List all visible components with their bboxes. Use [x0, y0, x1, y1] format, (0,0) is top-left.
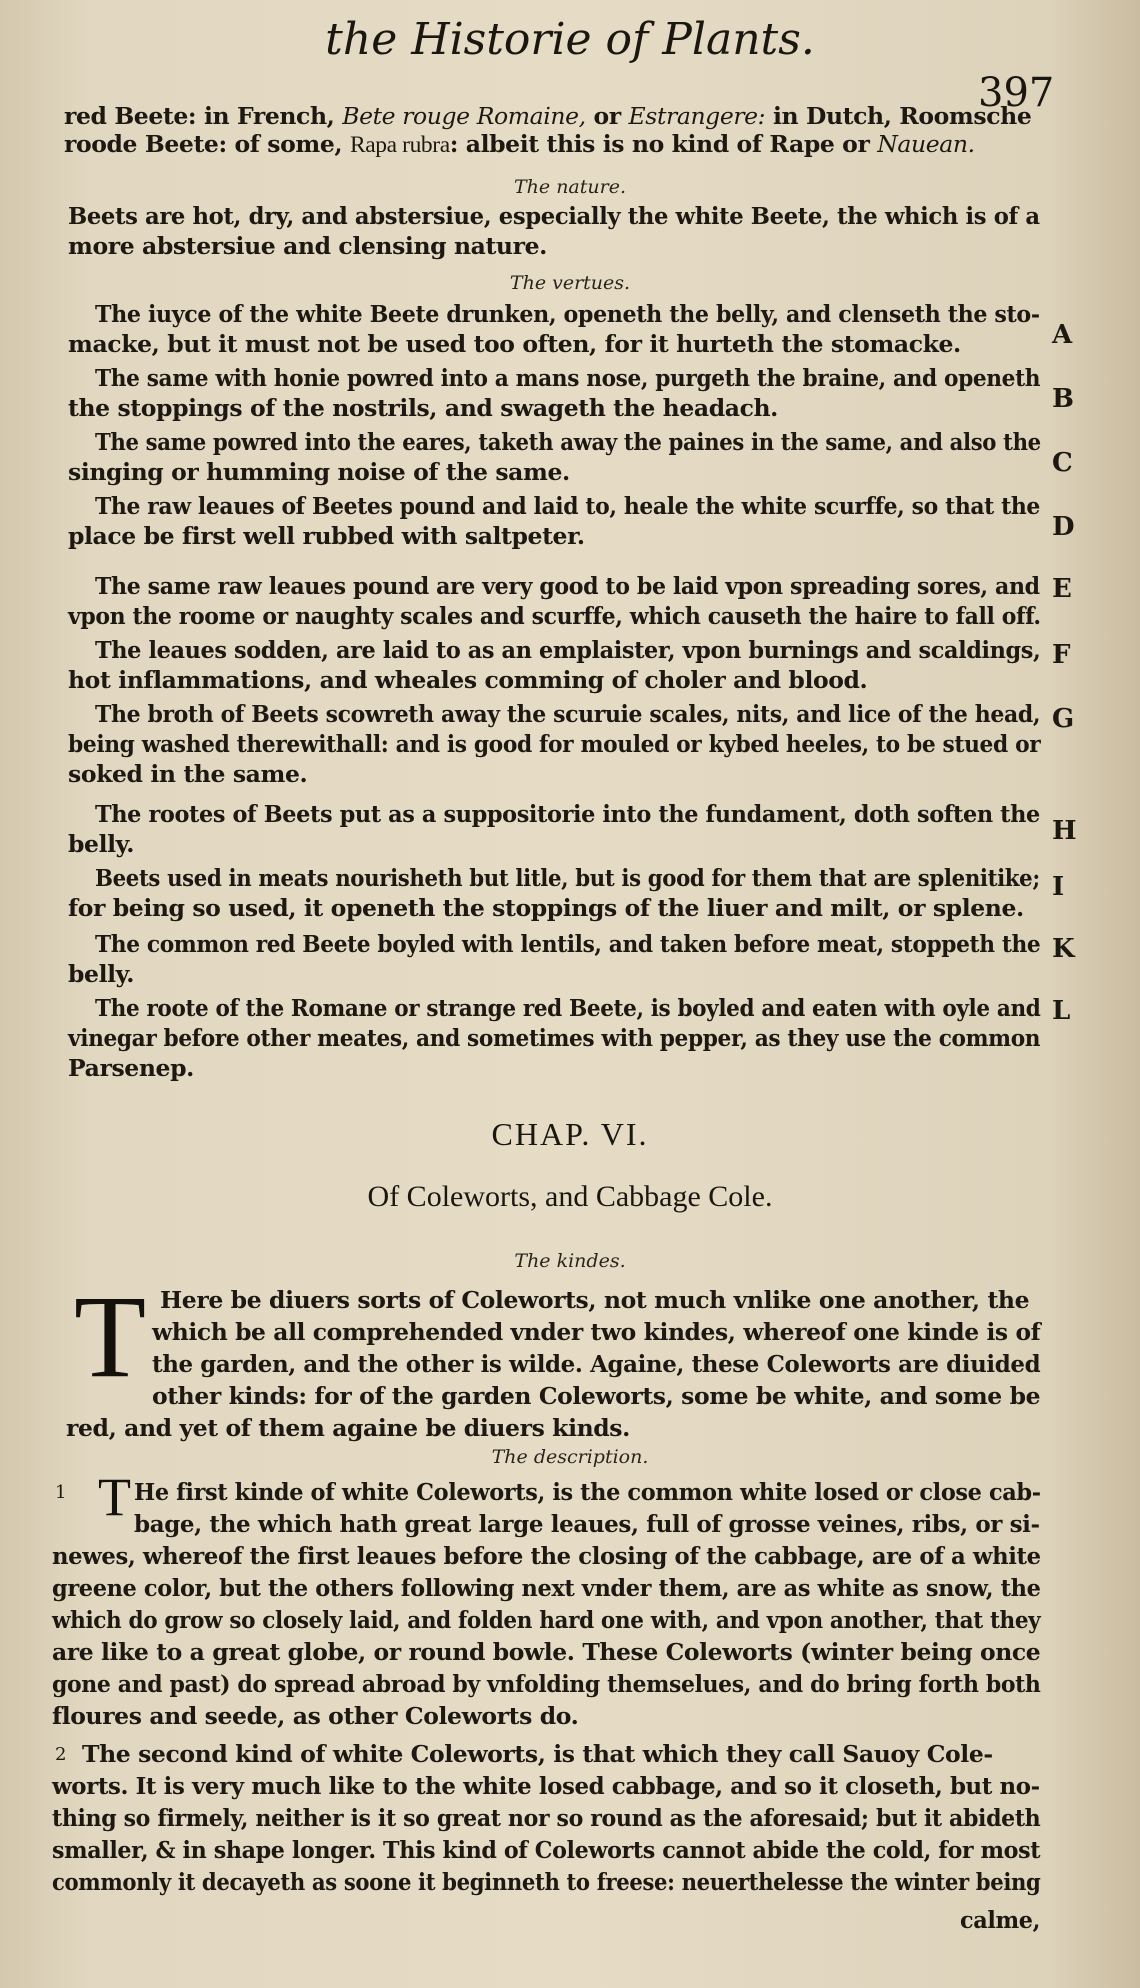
kindes-line-3: the garden, and the other is wilde. Againe, these Coleworts are diuided	[152, 1350, 1041, 1378]
vertue-line: The same powred into the eares, taketh away the paines in the same, and also the	[95, 428, 1041, 456]
margin-letter: F	[1052, 640, 1071, 670]
italic-span: Nauean.	[877, 130, 975, 158]
chapter-title: CHAP. VI.	[491, 1116, 649, 1152]
desc-line: are like to a great globe, or round bowle. These Coleworts (winter being once	[52, 1638, 1041, 1666]
vertue-line: place be first well rubbed with saltpeter.	[68, 522, 585, 550]
heading-vertues: The vertues.	[509, 272, 631, 294]
vertue-line: singing or humming noise of the same.	[68, 458, 570, 486]
kindes-line-1: Here be diuers sorts of Coleworts, not much vnlike one another, the	[160, 1286, 1030, 1314]
heading-kindes: The kindes.	[514, 1250, 626, 1272]
margin-letter: K	[1052, 934, 1075, 964]
italic-span: Estrangere:	[628, 102, 766, 130]
vertue-line: vpon the roome or naughty scales and scurffe, which causeth the haire to fall off.	[68, 602, 1041, 630]
desc-line: worts. It is very much like to the white losed cabbage, and so it closeth, but no-	[52, 1772, 1040, 1800]
margin-letter: L	[1052, 996, 1071, 1026]
text-span: : albeit this is no kind of Rape or	[449, 130, 878, 158]
kindes-line-4: other kinds: for of the garden Coleworts, some be white, and some be	[152, 1382, 1041, 1410]
nature-line-2: more abstersiue and clensing nature.	[68, 232, 547, 260]
desc-line: gone and past) do spread abroad by vnfolding themselues, and do bring forth both	[52, 1670, 1041, 1698]
vertue-line: Beets used in meats nourisheth but litle, but is good for them that are splenitike;	[95, 864, 1040, 892]
item-number: 2	[55, 1744, 67, 1765]
running-title: the Historie of Plants.	[325, 14, 815, 65]
desc-line: The second kind of white Coleworts, is that which they call Sauoy Cole-	[82, 1740, 993, 1768]
vertue-line: vinegar before other meates, and sometimes with pepper, as they use the common	[68, 1024, 1041, 1052]
vertue-line: Parsenep.	[68, 1054, 194, 1082]
desc-line: newes, whereof the first leaues before the closing of the cabbage, are of a white	[52, 1542, 1041, 1570]
vertue-line: being washed therewithall: and is good for mouled or kybed heeles, to be stued or	[68, 730, 1041, 758]
text-span: or	[585, 102, 629, 130]
kindes-line-2: which be all comprehended vnder two kindes, whereof one kinde is of	[152, 1318, 1041, 1346]
vertue-line: The leaues sodden, are laid to as an emplaister, vpon burnings and scaldings,	[95, 636, 1041, 664]
roman-span: Rapa rubra	[349, 132, 450, 158]
desc-line: commonly it decayeth as soone it beginneth to freese: neuerthelesse the winter being	[52, 1868, 1041, 1896]
heading-description: The description.	[491, 1446, 649, 1468]
vertue-line: the stoppings of the nostrils, and swageth the headach.	[68, 394, 778, 422]
vertue-line: for being so used, it openeth the stoppings of the liuer and milt, or splene.	[68, 894, 1024, 922]
vertue-line: The rootes of Beets put as a suppositorie into the fundament, doth soften the	[95, 800, 1040, 828]
small-cap: T	[98, 1467, 131, 1527]
text-span: red Beete: in French,	[64, 102, 343, 130]
desc-line: thing so firmely, neither is it so great nor so round as the aforesaid; but it abideth	[52, 1804, 1041, 1832]
vertue-line: The same raw leaues pound are very good to be laid vpon spreading sores, and	[95, 572, 1040, 600]
vertue-line: belly.	[68, 960, 134, 988]
desc-line: He first kinde of white Coleworts, is the common white losed or close cab-	[134, 1478, 1041, 1506]
desc-line: floures and seede, as other Coleworts do.	[52, 1702, 579, 1730]
italic-span: Bete rouge Romaine,	[342, 102, 586, 130]
intro-line-1	[64, 102, 1031, 130]
desc-line: which do grow so closely laid, and folden hard one with, and vpon another, that they	[52, 1606, 1041, 1634]
desc-line: smaller, & in shape longer. This kind of Coleworts cannot abide the cold, for most	[52, 1836, 1041, 1864]
vertue-line: soked in the same.	[68, 760, 308, 788]
vertue-line: macke, but it must not be used too often, for it hurteth the stomacke.	[68, 330, 961, 358]
vertue-line: The roote of the Romane or strange red Beete, is boyled and eaten with oyle and	[95, 994, 1041, 1022]
nature-line-1: Beets are hot, dry, and abstersiue, especially the white Beete, the which is of a	[68, 202, 1040, 230]
vertue-line: The same with honie powred into a mans nose, purgeth the braine, and openeth	[95, 364, 1041, 392]
margin-letter: B	[1052, 384, 1074, 414]
text-span: in Dutch, Roomsche	[765, 102, 1032, 130]
vertue-line: The iuyce of the white Beete drunken, openeth the belly, and clenseth the sto-	[95, 300, 1040, 328]
chapter-subtitle: Of Coleworts, and Cabbage Cole.	[367, 1180, 773, 1213]
margin-letter: D	[1052, 512, 1075, 542]
margin-letter: I	[1052, 872, 1065, 902]
page-number: 397	[978, 70, 1055, 116]
catchword: calme,	[960, 1906, 1041, 1934]
margin-letter: A	[1052, 320, 1073, 350]
intro-line-2	[64, 130, 975, 159]
desc-line: greene color, but the others following next vnder them, are as white as snow, the	[52, 1574, 1041, 1602]
heading-nature: The nature.	[514, 176, 626, 198]
margin-letter: C	[1052, 448, 1073, 478]
vertue-line: belly.	[68, 830, 134, 858]
vertue-line: The common red Beete boyled with lentils, and taken before meat, stoppeth the	[95, 930, 1041, 958]
drop-cap: T	[74, 1271, 147, 1402]
vertue-line: hot inflammations, and wheales comming of choler and blood.	[68, 666, 868, 694]
vertue-line: The raw leaues of Beetes pound and laid to, heale the white scurffe, so that the	[95, 492, 1040, 520]
desc-line: bage, the which hath great large leaues, full of grosse veines, ribs, or si-	[134, 1510, 1040, 1538]
item-number: 1	[55, 1482, 67, 1503]
text-span: roode Beete: of some,	[64, 130, 350, 158]
kindes-line-5: red, and yet of them againe be diuers kinds.	[66, 1414, 630, 1442]
vertue-line: The broth of Beets scowreth away the scuruie scales, nits, and lice of the head,	[95, 700, 1041, 728]
margin-letter: G	[1052, 704, 1075, 734]
margin-letter: H	[1052, 816, 1077, 846]
margin-letter: E	[1052, 574, 1072, 604]
